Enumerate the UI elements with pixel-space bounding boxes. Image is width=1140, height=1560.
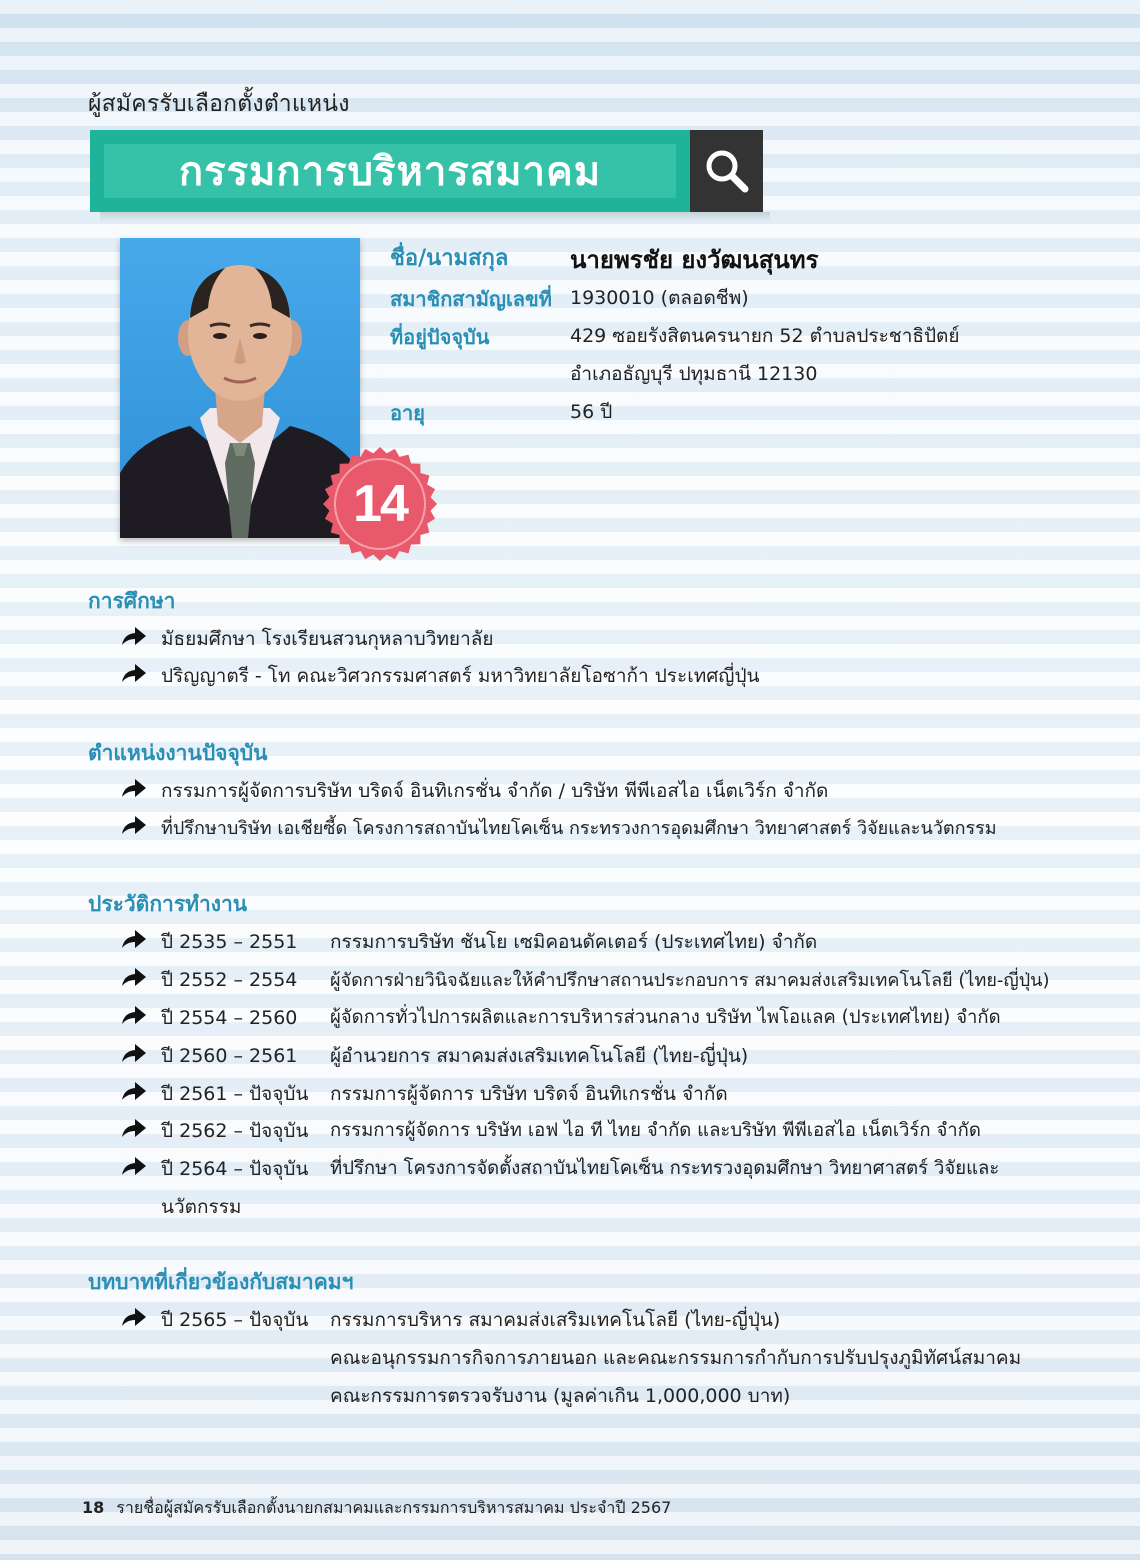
address-line-1: 429 ซอยรังสิตนครนายก 52 ตำบลประชาธิปัตย์ <box>570 325 960 347</box>
age-value: 56 ปี <box>570 401 613 423</box>
current-position-item: ที่ปรึกษาบริษัท เอเชียซี้ด โครงการสถาบันไทยโคเซ็น กระทรวงการอุดมศึกษา วิทยาศาสตร์ วิจัยและนวัตกรรม <box>161 818 997 839</box>
section-title-association-role: บทบาทที่เกี่ยวข้องกับสมาคมฯ <box>88 1270 354 1294</box>
current-position-item: กรรมการผู้จัดการบริษัท บริดจ์ อินทิเกรชั่น จำกัด / บริษัท พีพีเอสไอ เน็ตเวิร์ก จำกัด <box>161 780 829 802</box>
work-history-year: ปี 2561 – ปัจจุบัน <box>161 1083 309 1105</box>
arrow-icon <box>120 814 148 836</box>
work-history-year: ปี 2554 – 2560 <box>161 1007 298 1029</box>
title-banner <box>90 130 690 212</box>
arrow-icon <box>120 625 148 647</box>
address-line-2: อำเภอธัญบุรี ปทุมธานี 12130 <box>570 363 818 385</box>
association-role-year: ปี 2565 – ปัจจุบัน <box>161 1309 309 1331</box>
work-history-desc: กรรมการผู้จัดการ บริษัท บริดจ์ อินทิเกรชั่น จำกัด <box>330 1083 728 1105</box>
work-history-desc: ผู้อำนวยการ สมาคมส่งเสริมเทคโนโลยี (ไทย-ญี่ปุ่น) <box>330 1045 749 1067</box>
arrow-icon <box>120 1042 148 1064</box>
association-role-line: กรรมการบริหาร สมาคมส่งเสริมเทคโนโลยี (ไทย-ญี่ปุ่น) <box>330 1309 781 1331</box>
work-history-year: ปี 2564 – ปัจจุบัน <box>161 1158 309 1180</box>
arrow-icon <box>120 1117 148 1139</box>
work-history-year: ปี 2552 – 2554 <box>161 969 298 991</box>
arrow-icon <box>120 928 148 950</box>
member-label: สมาชิกสามัญเลขที่ <box>390 287 552 311</box>
page-footer <box>82 1496 671 1521</box>
work-history-desc: กรรมการบริษัท ชันโย เซมิคอนดัคเตอร์ (ประเทศไทย) จำกัด <box>330 931 818 953</box>
arrow-icon <box>120 966 148 988</box>
section-title-education: การศึกษา <box>88 589 176 613</box>
name-value: นายพรชัย ยงวัฒนสุนทร <box>570 246 819 274</box>
work-history-desc: ผู้จัดการทั่วไปการผลิตและการบริหารส่วนกลาง บริษัท ไพโอแลค (ประเทศไทย) จำกัด <box>330 1007 1001 1028</box>
work-history-desc: กรรมการผู้จัดการ บริษัท เอฟ ไอ ที ไทย จำกัด และบริษัท พีพีเอสไอ เน็ตเวิร์ก จำกัด <box>330 1120 981 1141</box>
page-number: 18 <box>82 1498 105 1517</box>
footer-text: รายชื่อผู้สมัครรับเลือกตั้งนายกสมาคมและกรรมการบริหารสมาคม ประจำปี 2567 <box>116 1498 672 1517</box>
age-label: อายุ <box>390 401 425 425</box>
page-title: กรรมการบริหารสมาคม <box>178 149 602 195</box>
banner-shadow <box>100 212 770 222</box>
work-history-desc: ที่ปรึกษา โครงการจัดตั้งสถาบันไทยโคเซ็น กระทรวงอุดมศึกษา วิทยาศาสตร์ วิจัยและ <box>330 1158 1000 1179</box>
education-item: มัธยมศึกษา โรงเรียนสวนกุหลาบวิทยาลัย <box>161 628 494 650</box>
page-subtitle: ผู้สมัครรับเลือกตั้งตำแหน่ง <box>88 91 350 117</box>
work-history-year: ปี 2535 – 2551 <box>161 931 298 953</box>
member-value: 1930010 (ตลอดชีพ) <box>570 287 749 309</box>
search-icon <box>690 130 763 212</box>
address-label: ที่อยู่ปัจจุบัน <box>390 325 490 349</box>
association-role-line: คณะอนุกรรมการกิจการภายนอก และคณะกรรมการกำกับการปรับปรุงภูมิทัศน์สมาคม <box>330 1347 1022 1369</box>
association-role-line: คณะกรรมการตรวจรับงาน (มูลค่าเกิน 1,000,000 บาท) <box>330 1385 791 1407</box>
section-title-current-position: ตำแหน่งงานปัจจุบัน <box>88 741 268 765</box>
candidate-number: 14 <box>353 475 407 533</box>
work-history-year: ปี 2562 – ปัจจุบัน <box>161 1120 309 1142</box>
work-history-desc: ผู้จัดการฝ่ายวินิจฉัยและให้คำปรึกษาสถานประกอบการ สมาคมส่งเสริมเทคโนโลยี (ไทย-ญี่ปุ่น) <box>330 970 1050 991</box>
name-label: ชื่อ/นามสกุล <box>390 246 509 271</box>
arrow-icon <box>120 1306 148 1328</box>
work-history-continuation: นวัตกรรม <box>161 1196 242 1218</box>
title-banner-inner <box>104 144 676 198</box>
section-title-work-history: ประวัติการทำงาน <box>88 892 248 916</box>
arrow-icon <box>120 777 148 799</box>
education-item: ปริญญาตรี - โท คณะวิศวกรรมศาสตร์ มหาวิทยาลัยโอซาก้า ประเทศญี่ปุ่น <box>161 665 760 687</box>
arrow-icon <box>120 1004 148 1026</box>
arrow-icon <box>120 1080 148 1102</box>
arrow-icon <box>120 1155 148 1177</box>
arrow-icon <box>120 662 148 684</box>
work-history-year: ปี 2560 – 2561 <box>161 1045 298 1067</box>
